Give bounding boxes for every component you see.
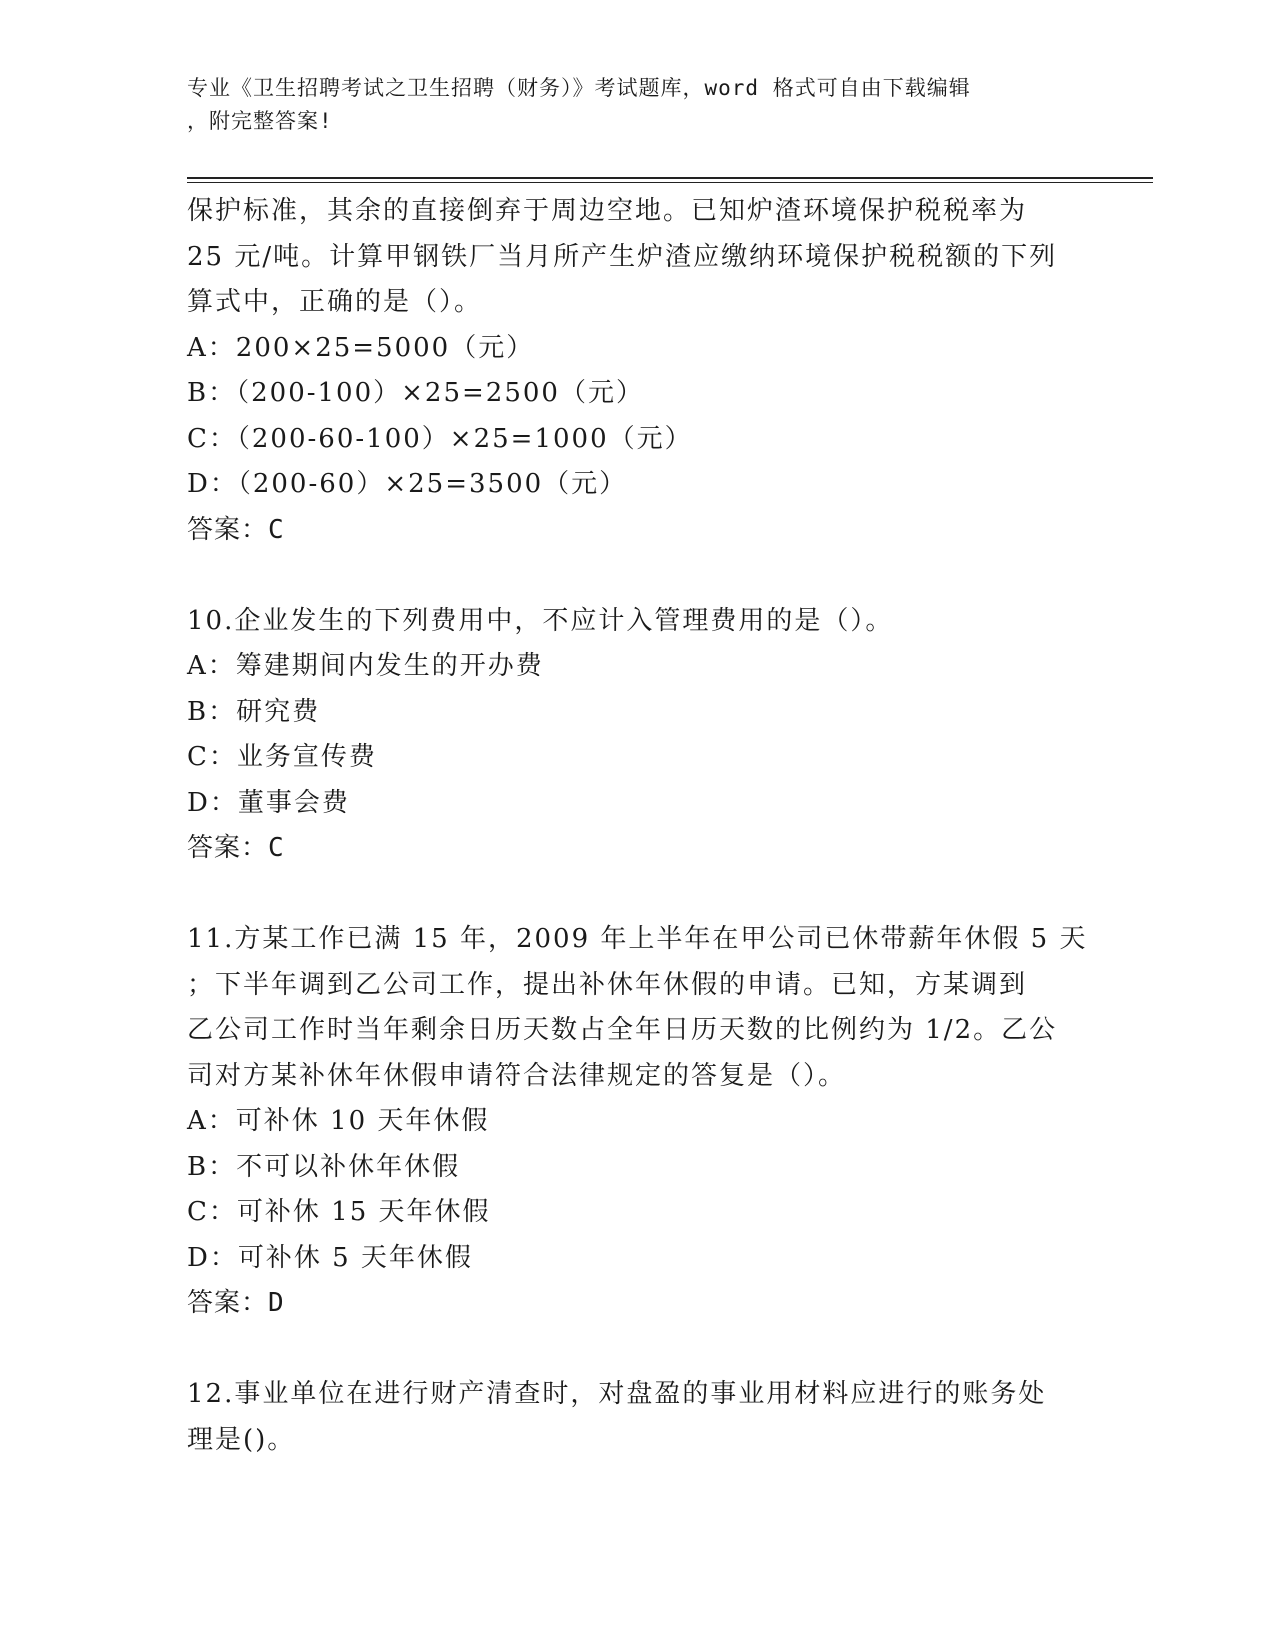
question-stem-line: 10.企业发生的下列费用中，不应计入管理费用的是（）。 — [187, 605, 894, 636]
option-a: A：200×25=5000（元） — [187, 332, 535, 363]
answer-line: 答案：C — [187, 514, 285, 545]
header-divider-top — [187, 177, 1153, 179]
question-stem-line: 乙公司工作时当年剩余日历天数占全年日历天数的比例约为 1/2。乙公 — [187, 1015, 1058, 1045]
question-stem-line: 11.方某工作已满 15 年，2009 年上半年在甲公司已休带薪年休假 5 天 — [187, 924, 1088, 954]
question-stem-line: 算式中，正确的是（）。 — [187, 287, 483, 317]
answer-line: 答案：C — [187, 833, 285, 863]
question-stem-line: 司对方某补休年休假申请符合法律规定的答复是（）。 — [187, 1060, 847, 1091]
question-stem-line: 25 元/吨。计算甲钢铁厂当月所产生炉渣应缴纳环境保护税税额的下列 — [187, 241, 1058, 272]
question-stem-line: ；下半年调到乙公司工作，提出补休年休假的申请。已知，方某调到 — [187, 969, 1028, 1000]
spacer — [187, 1327, 1087, 1373]
option-b: B：不可以补休年休假 — [187, 1151, 461, 1182]
document-header — [187, 72, 1087, 138]
question-content — [187, 189, 1087, 1463]
header-line-2: ，附完整答案! — [187, 109, 333, 133]
question-stem-line: 12.事业单位在进行财产清查时，对盘盈的事业用材料应进行的账务处 — [187, 1379, 1047, 1409]
option-a: A：筹建期间内发生的开办费 — [187, 651, 544, 681]
option-b: B：研究费 — [187, 696, 321, 727]
question-10 — [187, 599, 1087, 872]
spacer — [187, 872, 1087, 918]
option-b: B：（200-100）×25=2500（元） — [187, 378, 644, 408]
question-9 — [187, 189, 1087, 553]
question-12 — [187, 1372, 1087, 1463]
option-d: D：可补休 5 天年休假 — [187, 1242, 473, 1273]
option-a: A：可补休 10 天年休假 — [187, 1106, 490, 1136]
option-c: C：（200-60-100）×25=1000（元） — [187, 423, 693, 454]
question-stem-line: 理是()。 — [187, 1424, 296, 1455]
question-stem-line: 保护标准，其余的直接倒弃于周边空地。已知炉渣环境保护税税率为 — [187, 196, 1028, 226]
spacer — [187, 553, 1087, 599]
option-c: C：可补休 15 天年休假 — [187, 1197, 491, 1227]
header-line-1: 专业《卫生招聘考试之卫生招聘（财务）》考试题库，word 格式可自由下载编辑 — [187, 76, 971, 100]
header-divider-bottom — [187, 182, 1153, 183]
option-d: D：董事会费 — [187, 787, 350, 818]
answer-line: 答案：D — [187, 1288, 285, 1318]
option-c: C：业务宣传费 — [187, 742, 377, 772]
option-d: D：（200-60）×25=3500（元） — [187, 469, 628, 499]
question-11 — [187, 917, 1087, 1327]
